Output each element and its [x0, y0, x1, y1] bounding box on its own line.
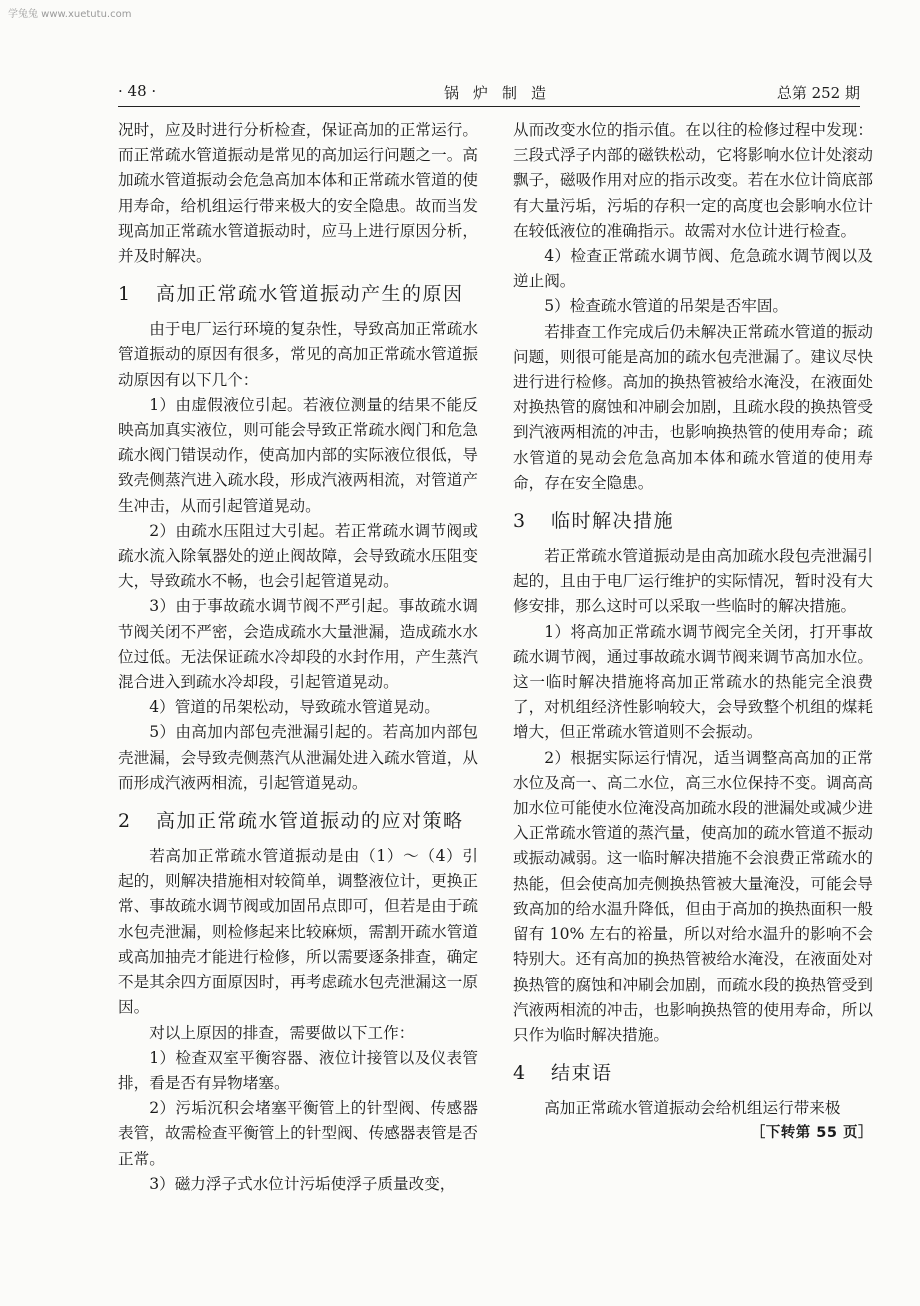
section-heading-1 [118, 281, 478, 307]
section-title: 结束语 [551, 1062, 613, 1085]
section-number: 2 [118, 810, 132, 833]
journal-title: 锅炉制造 [444, 84, 561, 102]
paragraph: 若高加正常疏水管道振动是由（1）～（4）引起的，则解决措施相对较简单，调整液位计，更换正常、事故疏水调节阀或加固吊点即可，但若是由于疏水包壳泄漏，则检修起来比较麻烦，需割开疏水管道或高加抽壳才能进行检修，所以需要逐条排查，确定不是其余四方面原因时，再考虑疏水包壳泄漏这一原因。 [118, 847, 478, 1017]
list-item: 2）污垢沉积会堵塞平衡管上的针型阀、传感器表管，故需检查平衡管上的针型阀、传感器表管是否正常。 [118, 1099, 478, 1168]
section-number: 4 [513, 1062, 527, 1085]
section-heading-2 [118, 808, 478, 834]
issue-number: 总第 252 期 [776, 84, 860, 102]
right-column [513, 118, 873, 1147]
paragraph: 由于电厂运行环境的复杂性，导致高加正常疏水管道振动的原因有很多，常见的高加正常疏水管道振动原因有以下几个： [118, 320, 478, 389]
section-number: 3 [513, 510, 527, 533]
section-heading-4 [513, 1060, 873, 1086]
page-header [118, 80, 860, 107]
paragraph: 况时，应及时进行分析检查，保证高加的正常运行。而正常疏水管道振动是常见的高加运行问题之一。高加疏水管道振动会危急高加本体和正常疏水管道的使用寿命，给机组运行带来极大的安全隐患。故而当发现高加正常疏水管道振动时，应马上进行原因分析，并及时解决。 [118, 121, 478, 266]
left-column [118, 118, 478, 1197]
list-item: 1）检查双室平衡容器、液位计接管以及仪表管排，看是否有异物堵塞。 [118, 1048, 478, 1092]
paragraph: 对以上原因的排查，需要做以下工作： [149, 1023, 415, 1042]
list-item: 3）磁力浮子式水位计污垢使浮子质量改变， [149, 1174, 456, 1193]
list-item: 2）根据实际运行情况，适当调整高高加的正常水位及高一、高二水位，高三水位保持不变。调高高加水位可能使水位淹没高加疏水段的泄漏处或减少进入正常疏水管道的蒸汽量，使高加的疏水管道不振动或振动减弱。这一临时解决措施不会浪费正常疏水的热能，但会使高加壳侧换热管被大量淹没，可能会导致高加的给水温升降低，但由于高加的换热面积一般留有 10% 左右的裕量，所以对给水温升的影响不会特别大。还有高加的换热管被给水淹没，在液面处对换热管的腐蚀和冲刷会加剧，而疏水段的换热管受到汽液两相流的冲击，也影响换热管的使用寿命，所以只作为临时解决措施。 [513, 748, 873, 1044]
paragraph: 若排查工作完成后仍未解决正常疏水管道的振动问题，则很可能是高加的疏水包壳泄漏了。建议尽快进行进行检修。高加的换热管被给水淹没，在液面处对换热管的腐蚀和冲刷会加剧，且疏水段的换热管受到汽液两相流的冲击，也影响换热管的使用寿命；疏水管道的晃动会危急高加本体和疏水管道的使用寿命，存在安全隐患。 [513, 322, 873, 492]
section-number: 1 [118, 283, 132, 306]
section-heading-3 [513, 508, 873, 534]
watermark: 学兔兔 www.xuetutu.com [8, 9, 132, 20]
list-item: 2）由疏水压阻过大引起。若正常疏水调节阀或疏水流入除氧器处的逆止阀故障，会导致疏水压阻变大，导致疏水不畅，也会引起管道晃动。 [118, 521, 478, 591]
list-item: 1）将高加正常疏水调节阀完全关闭，打开事故疏水调节阀，通过事故疏水调节阀来调节高加水位。这一临时解决措施将高加正常疏水的热能完全浪费了，对机组经济性影响较大，会导致整个机组的煤耗增大，但正常疏水管道则不会振动。 [513, 622, 873, 742]
paragraph: 若正常疏水管道振动是由高加疏水段包壳泄漏引起的，且由于电厂运行维护的实际情况，暂时没有大修安排，那么这时可以采取一些临时的解决措施。 [513, 547, 873, 616]
list-item: 3）由于事故疏水调节阀不严引起。事故疏水调节阀关闭不严密，会造成疏水大量泄漏，造成疏水水位过低。无法保证疏水冷却段的水封作用，产生蒸汽混合进入到疏水冷却段，引起管道晃动。 [118, 597, 478, 692]
section-title: 临时解决措施 [551, 510, 675, 533]
section-title: 高加正常疏水管道振动的应对策略 [156, 810, 464, 833]
list-item: 4）检查正常疏水调节阀、危急疏水调节阀以及逆止阀。 [513, 247, 873, 291]
list-item: 1）由虚假液位引起。若液位测量的结果不能反映高加真实液位，则可能会导致正常疏水阀门和危急疏水阀门错误动作，使高加内部的实际液位很低，导致壳侧蒸汽进入疏水段，形成汽液两相流，对管道产生冲击，从而引起管道晃动。 [118, 395, 478, 515]
paragraph: 从而改变水位的指示值。在以往的检修过程中发现：三段式浮子内部的磁铁松动，它将影响水位计处滚动飘子，磁吸作用对应的指示改变。若在水位计筒底部有大量污垢，污垢的存积一定的高度也会影响水位计在较低液位的准确指示。故需对水位计进行检查。 [513, 121, 873, 240]
page-number: · 48 · [118, 82, 157, 100]
paragraph: 高加正常疏水管道振动会给机组运行带来极 [544, 1099, 841, 1118]
list-item: 5）检查疏水管道的吊架是否牢固。 [544, 297, 789, 316]
continued-note: ［下转第 55 页］ [750, 1125, 873, 1142]
section-title: 高加正常疏水管道振动产生的原因 [156, 283, 464, 306]
list-item: 4）管道的吊架松动，导致疏水管道晃动。 [149, 698, 440, 717]
list-item: 5）由高加内部包壳泄漏引起的。若高加内部包壳泄漏，会导致壳侧蒸汽从泄漏处进入疏水管道，从而形成汽液两相流，引起管道晃动。 [118, 723, 478, 792]
